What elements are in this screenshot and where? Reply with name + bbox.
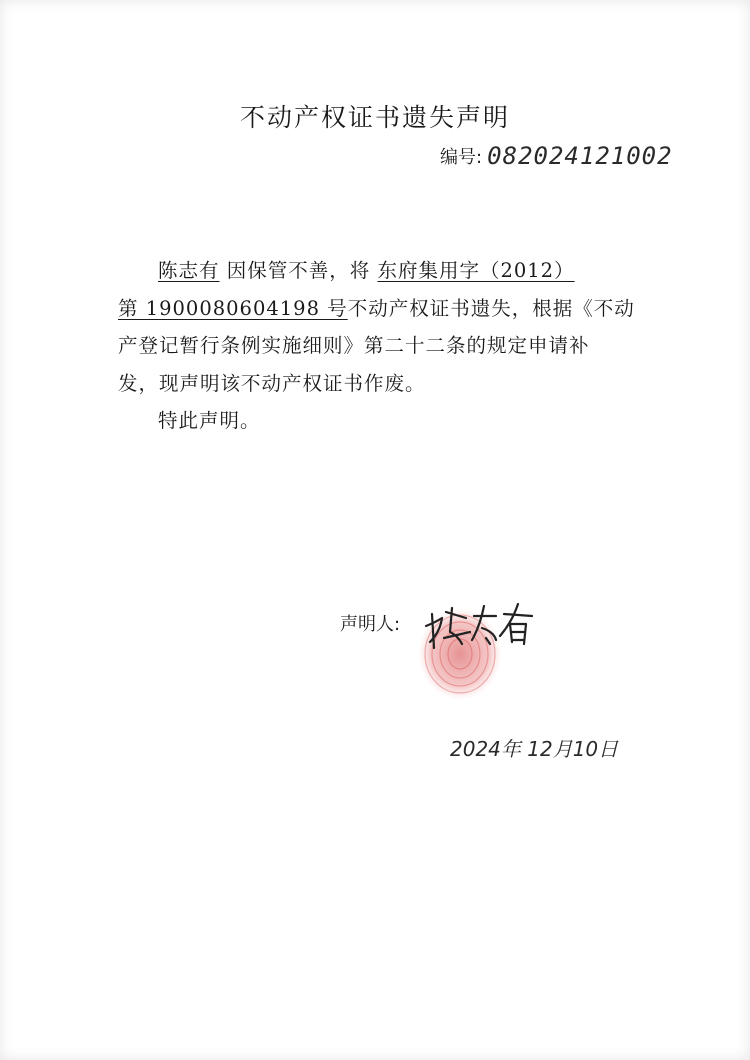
serial-number: 082024121002 [487,142,673,170]
signature-with-fingerprint [400,592,560,702]
serial-label: 编号: [440,147,483,168]
certificate-number: 第 1900080604198 号 [118,296,348,320]
body-line-4: 发，现声明该不动产权证书作废。 [118,371,426,395]
document-title: 不动产权证书遗失声明 [239,103,510,132]
body-line-3: 产登记暂行条例实施细则》第二十二条的规定申请补 [118,334,590,357]
body-line-2 [118,290,648,328]
body-text-segment: 因保管不善，将 [226,259,371,282]
handwritten-date [448,722,648,772]
closing-statement: 特此声明。 [158,409,261,432]
certificate-prefix: 东府集用字（2012） [377,259,575,282]
date-text: 2024年 12月10日 [450,737,619,761]
owner-name: 陈志有 [158,259,220,282]
serial-number-row [440,142,673,172]
declarant-label: 声明人: [340,614,401,635]
declaration-body [118,252,648,440]
body-text-segment: 不动产权证书遗失，根据《不动 [347,296,635,320]
body-line-1 [118,252,648,290]
